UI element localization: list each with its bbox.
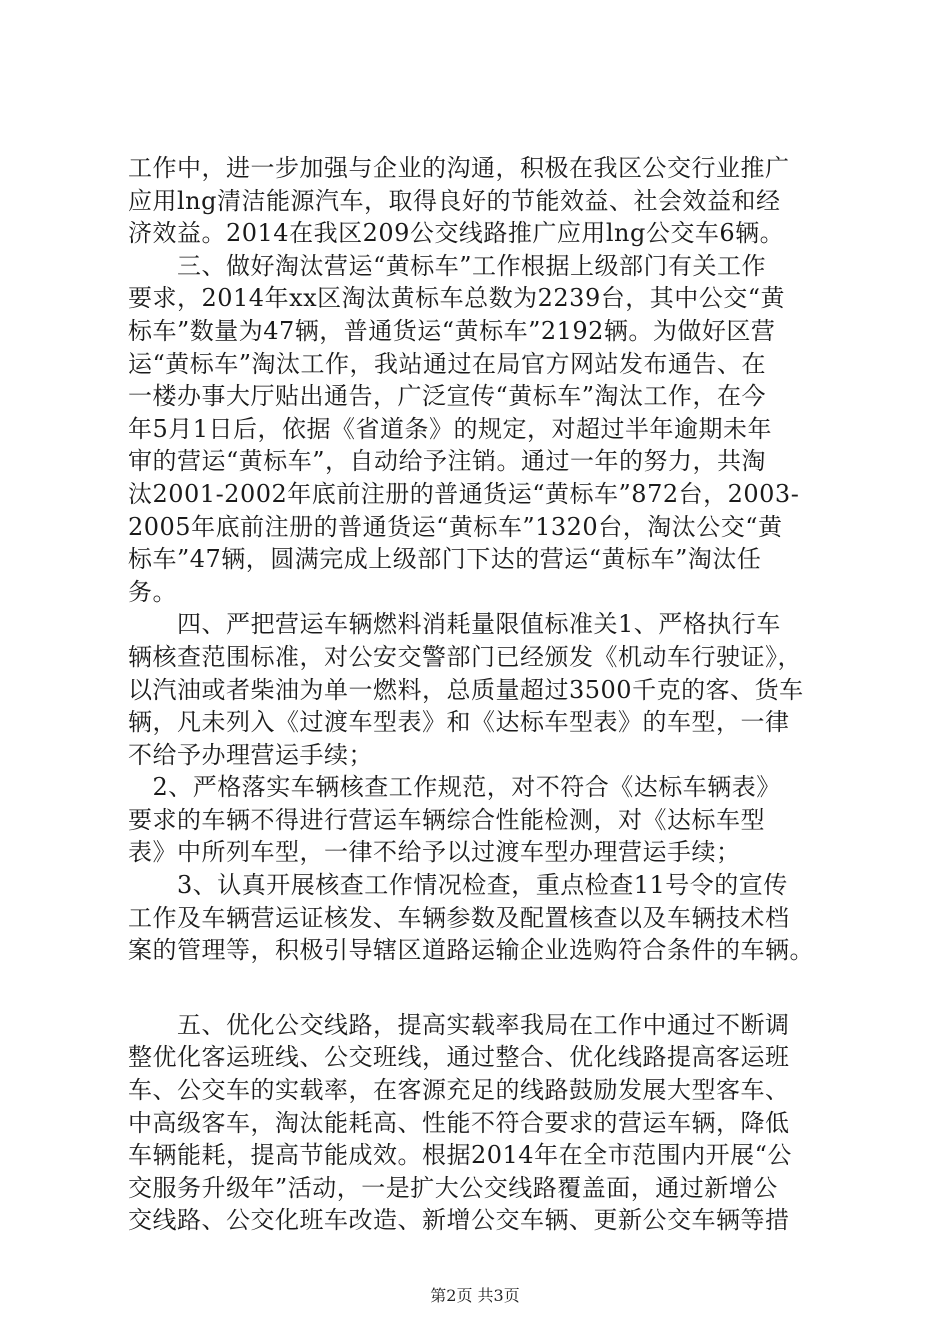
text-line: 要求的车辆不得进行营运车辆综合性能检测，对《达标车型 (128, 805, 765, 834)
text-line: 2、严格落实车辆核查工作规范，对不符合《达标车辆表》 (128, 773, 781, 802)
text-line: 汰2001-2002年底前注册的普通货运“黄标车”872台，2003- (128, 479, 800, 508)
text-line: 标车”数量为47辆，普通货运“黄标车”2192辆。为做好区营 (128, 316, 776, 345)
text-line: 务。 (128, 577, 177, 606)
text-line: 年5月1日后，依据《省道条》的规定，对超过半年逾期未年 (128, 414, 773, 443)
text-line: 案的管理等，积极引导辖区道路运输企业选购符合条件的车辆。 (128, 936, 814, 965)
text-line: 2005年底前注册的普通货运“黄标车”1320台，淘汰公交“黄 (128, 512, 783, 541)
text-line: 车、公交车的实载率，在客源充足的线路鼓励发展大型客车、 (128, 1076, 790, 1105)
text-line: 三、做好淘汰营运“黄标车”工作根据上级部门有关工作 (128, 251, 767, 280)
text-line: 中高级客车，淘汰能耗高、性能不符合要求的营运车辆，降低 (128, 1108, 790, 1137)
text-line: 3、认真开展核查工作情况检查，重点检查11号令的宣传 (128, 871, 788, 900)
text-line: 审的营运“黄标车”，自动给予注销。通过一年的努力，共淘 (128, 447, 767, 476)
text-line: 不给予办理营运手续； (128, 740, 373, 769)
document-body (128, 152, 828, 1237)
text-line: 标车”47辆，圆满完成上级部门下达的营运“黄标车”淘汰任 (128, 545, 762, 574)
text-line: 四、严把营运车辆燃料消耗量限值标准关1、严格执行车 (128, 610, 781, 639)
text-line: 一楼办事大厅贴出通告，广泛宣传“黄标车”淘汰工作，在今 (128, 382, 767, 411)
text-line: 工作中，进一步加强与企业的沟通，积极在我区公交行业推广 (128, 154, 790, 182)
text-line: 工作及车辆营运证核发、车辆参数及配置核查以及车辆技术档 (128, 903, 790, 932)
text-line: 车辆能耗，提高节能成效。根据2014年在全市范围内开展“公 (128, 1141, 792, 1170)
text-line: 辆，凡未列入《过渡车型表》和《达标车型表》的车型，一律 (128, 708, 790, 737)
text-line: 运“黄标车”淘汰工作，我站通过在局官方网站发布通告、在 (128, 349, 767, 378)
text-line: 济效益。2014在我区209公交线路推广应用lng公交车6辆。 (128, 219, 785, 248)
page-number-footer: 第2页 共3页 (430, 1286, 520, 1305)
text-line: 表》中所列车型，一律不给予以过渡车型办理营运手续； (128, 838, 741, 867)
text-line: 交线路、公交化班车改造、新增公交车辆、更新公交车辆等措 (128, 1206, 790, 1235)
text-line: 应用lng清洁能源汽车，取得良好的节能效益、社会效益和经 (128, 186, 781, 215)
text-line: 交服务升级年”活动，一是扩大公交线路覆盖面，通过新增公 (128, 1173, 778, 1202)
text-line: 五、优化公交线路，提高实载率我局在工作中通过不断调 (128, 1010, 790, 1039)
text-line: 整优化客运班线、公交班线，通过整合、优化线路提高客运班 (128, 1043, 790, 1072)
text-line: 辆核查范围标准，对公安交警部门已经颁发《机动车行驶证》， (128, 642, 802, 671)
paragraph-gap (128, 967, 828, 1009)
text-line: 以汽油或者柴油为单一燃料，总质量超过3500千克的客、货车 (128, 675, 804, 704)
text-line: 要求，2014年xx区淘汰黄标车总数为2239台，其中公交“黄 (128, 284, 785, 313)
